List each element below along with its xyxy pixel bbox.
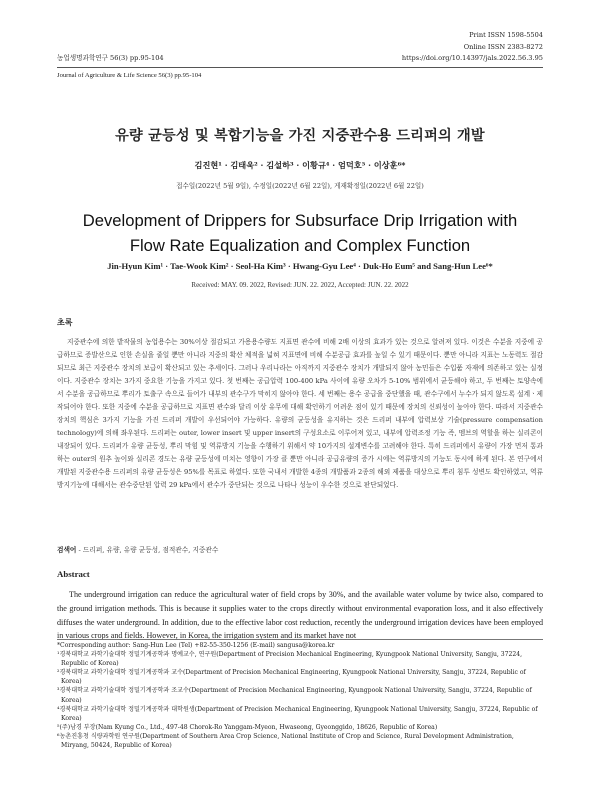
keywords-list: - 드리퍼, 유량, 유량 균등성, 점적관수, 지중관수 xyxy=(76,546,219,554)
footnote-corresponding: *Corresponding author: Sang-Hun Lee (Tel) +82-55-350-1256 (E-mail) sangusa@korea.kr xyxy=(57,642,335,649)
paper-title-ko: 유량 균등성 및 복합기능을 가진 지중관수용 드리퍼의 개발 xyxy=(115,128,485,144)
footnote-affiliation-5: ⁵(주)남경 부장(Nam Kyung Co., Ltd., 497-48 Chorok-Ro Yanggam-Myeon, Hwaseong, Gyeonggido, 18626, Republic of Korea) xyxy=(57,723,438,731)
keywords-line xyxy=(57,544,218,554)
issn-doi-block xyxy=(402,30,543,65)
journal-ko-volume: 농업생명과학연구 56(3) pp.95-104 xyxy=(57,54,164,62)
online-issn: Online ISSN 2383-8272 xyxy=(463,42,543,51)
keywords-label: 검색어 xyxy=(57,546,77,554)
authors-en: Jin-Hyun Kim¹ · Tae-Wook Kim² · Seol-Ha Kim³ · Hwang-Gyu Lee⁴ · Duk-Ho Eum⁵ and Sang-Hun Lee⁶* xyxy=(107,261,493,271)
abstract-en-heading: Abstract xyxy=(57,569,90,579)
footnote-affiliation-2: ²경북대학교 과학기술대학 정밀기계공학과 교수(Department of Precision Mechanical Engineering, Kyungpook National University, Sangju, 37224, Republic of Korea) xyxy=(57,669,526,686)
print-issn: Print ISSN 1598-5504 xyxy=(469,31,543,39)
footnotes xyxy=(57,641,543,750)
journal-en-volume: Journal of Agriculture & Life Science 56(3) pp.95-104 xyxy=(57,72,202,79)
footnote-affiliation-6: ⁶농촌진흥청 식량과학원 연구원(Department of Southern Area Crop Science, National Institute of Crop and Science, Rural Development Administration, Miryang, 50424, Republic of Korea) xyxy=(57,732,514,750)
abstract-ko-body: 지중관수에 의한 밭작물의 농업용수는 30%이상 절감되고 가용용수량도 지표면 관수에 비해 2배 이상의 효과가 있는 것으로 알려져 있다. 이것은 수분을 지중에 공급하므로 증발산으로 인한 손실을 줄일 뿐만 아니라 지중의 확산 체적을 넓혀 지표면에 비해 수분공급 효과를 높일 수 있기 때문이다. 뿐만 아니라 지표는 노동력도 절감되므로 최근 지중관수 장치의 보급이 확산되고 있는 추세이다. 그러나 우리나라는 아직까지 지중관수 장치가 개발되지 않아 농민들은 수입품 자재에 의존하고 있는 실정이다. 지중관수 장치는 3가지 중요한 기능을 가지고 있다. 첫 번째는 공급압력 100-400 kPa 사이에 유량 오차가 5-10% 범위에서 균등해야 하고, 두 번째는 토양속에서 수분을 공급하므로 뿌리가 토출구 속으로 들어가 내부의 관수구가 막히지 않아야 한다. 세 번째는 용수 공급을 중단했을 때, 관수구에서 누수가 되지 않도록 설계ㆍ제작되어야 한다. 또한 지중에 수분을 공급하므로 지표면 관수와 달리 이상 유무에 대해 확인하기 어려운 점이 있기 때문에 장치의 신뢰성이 높아야 한다. 따라서 지중관수 장치의 핵심은 3가지 기능을 가진 드리퍼 개발이 우선되어야 가능하다. 유량의 균등성을 유지하는 것은 드리퍼 내부에 압력보상 기술(pressure compensation technology)에 의해 좌우된다. 드리퍼는 outer, lower insert 및 upper insert의 구성요소로 이루어져 있고, 내부에 압력조정 기능 즉, 멤브의 역할을 하는 실리콘이 내장되어 있다. 드리퍼가 유량 균등성, 뿌리 막힘 및 역류방지 기능을 수행하기 위해서 약 10가지의 설계변수를 고려해야 한다. 특히 드리퍼에서 유량이 가장 먼저 통과하는 outer의 원추 높이와 실리콘 경도는 유량 균등성에 미치는 영향이 가장 클 뿐만 아니라 공급유량의 증가 시에는 역류방지의 기능도 동시에 하게 된다. 본 연구에서 개발된 지중관수용 드리퍼의 유량 균등성은 95%를 목표로 하였다. 또한 국내서 개발한 4종의 개발품과 2종의 해외 제품을 대상으로 뿌리 침투 성변도 확인하였고, 역류 방지기능에 대해서는 관수중단된 압력 29 kPa에서 관수가 중단되는 것으로 나타나 성능이 우수한 것으로 판단되었다. xyxy=(57,338,543,489)
paper-title-en xyxy=(0,208,600,258)
title-en-line2: Flow Rate Equalization and Complex Function xyxy=(129,236,471,255)
abstract-ko-heading: 초록 xyxy=(57,317,73,327)
dates-ko: 접수일(2022년 5월 9일), 수정일(2022년 6월 22일), 게재확정일(2022년 6월 22일) xyxy=(176,182,424,190)
header-rule xyxy=(57,67,543,68)
footnote-affiliation-3: ³경북대학교 과학기술대학 정밀기계공학과 조교수(Department of Precision Mechanical Engineering, Kyungpook National University, Sangju, 37224, Republic of Korea) xyxy=(57,687,532,704)
abstract-en-body: The underground irrigation can reduce the agricultural water of field crops by 30%, and the available water volume by twice also, compared to the ground irrigation methods. This is because it supplies water to the crops directly without environmental evaporation loss, and it also effectively diffuses the water underground. In addition, due to the effective labor cost reduction, recently the underground irrigation devices have been employed in various crops and fields. However, in Korea, the irrigation system and its market have not xyxy=(57,590,543,641)
footnote-rule xyxy=(57,639,543,640)
doi-link[interactable]: https://doi.org/10.14397/jals.2022.56.3.95 xyxy=(401,54,543,62)
footnote-affiliation-4: ⁴경북대학교 과학기술대학 정밀기계공학과 대학원생(Department of Precision Mechanical Engineering, Kyungpook National University, Sangju, 37224, Republic of Korea) xyxy=(57,705,538,722)
authors-ko: 김진현¹ · 김태욱² · 김설하³ · 이황규⁴ · 엄덕호⁵ · 이상훈⁶* xyxy=(194,160,406,170)
dates-en: Received: MAY. 09. 2022, Revised: JUN. 22. 2022, Accepted: JUN. 22. 2022 xyxy=(191,281,409,289)
title-en-line1: Development of Drippers for Subsurface Drip Irrigation with xyxy=(82,211,518,230)
footnote-affiliation-1: ¹경북대학교 과학기술대학 정밀기계공학과 명예교수, 연구원(Department of Precision Mechanical Engineering, Kyungpook National University, Sangju, 37224, Republic of Korea) xyxy=(57,651,523,668)
